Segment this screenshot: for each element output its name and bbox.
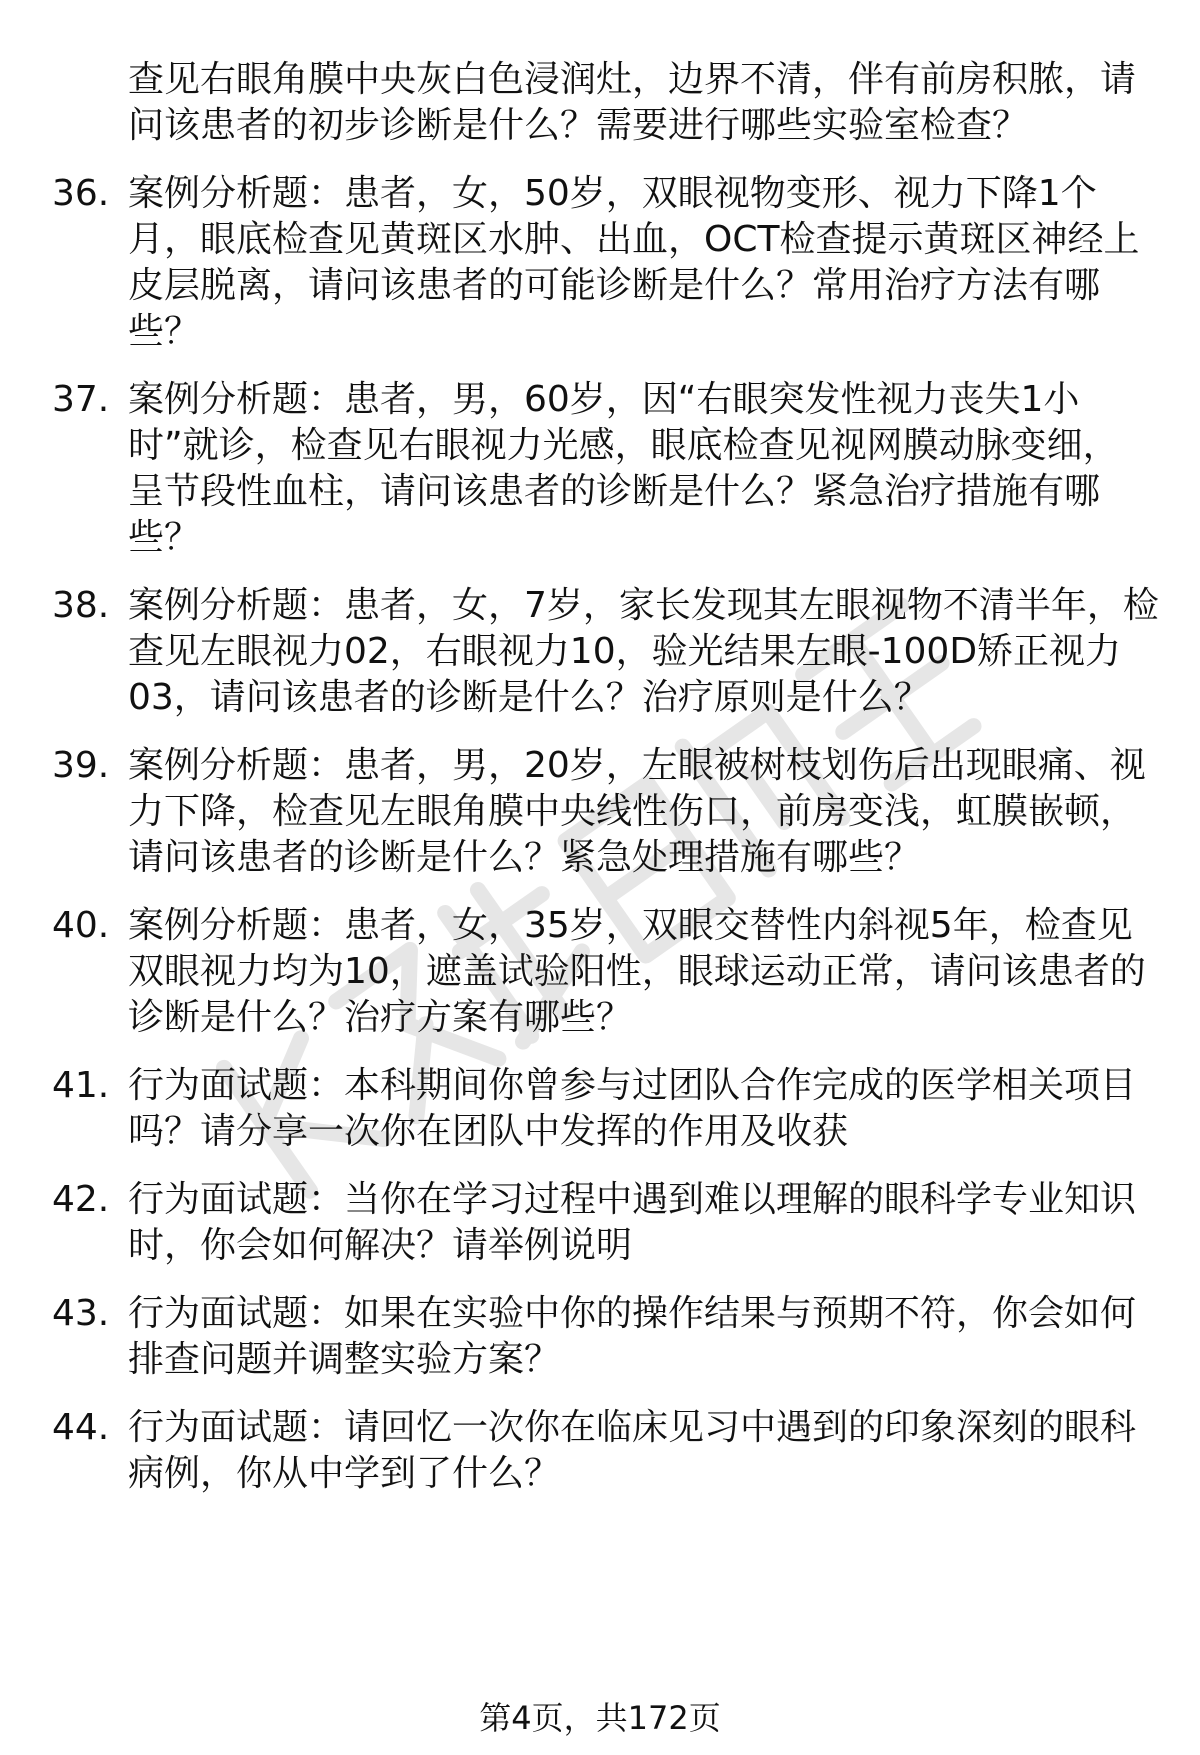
item-44-line-1: 病例，你从中学到了什么？ bbox=[128, 1453, 561, 1494]
item-36-line-1: 月，眼底检查见黄斑区水肿、出血，OCT检查提示黄斑区神经上 bbox=[128, 219, 1140, 260]
item-39-line-0: 案例分析题：患者，男，20岁，左眼被树枝划伤后出现眼痛、视 bbox=[128, 745, 1146, 786]
item-43-number: 43. bbox=[52, 1293, 110, 1334]
item-36-line-3: 些？ bbox=[128, 311, 201, 352]
item-36-number: 36. bbox=[52, 173, 110, 214]
item-38-line-2: 03，请问该患者的诊断是什么？治疗原则是什么？ bbox=[128, 677, 930, 718]
item-36-line-0: 案例分析题：患者，女，50岁，双眼视物变形、视力下降1个 bbox=[128, 173, 1097, 214]
item-41-line-0: 行为面试题：本科期间你曾参与过团队合作完成的医学相关项目 bbox=[128, 1065, 1137, 1106]
item-36-line-2: 皮层脱离，请问该患者的可能诊断是什么？常用治疗方法有哪 bbox=[128, 265, 1101, 306]
item-37-line-3: 些？ bbox=[128, 517, 201, 558]
item-37-number: 37. bbox=[52, 379, 110, 420]
item-43-line-0: 行为面试题：如果在实验中你的操作结果与预期不符，你会如何 bbox=[128, 1293, 1137, 1334]
item-42-line-1: 时，你会如何解决？请举例说明 bbox=[128, 1225, 633, 1266]
item-38-line-1: 查见左眼视力02，右眼视力10，验光结果左眼-100D矫正视力 bbox=[128, 631, 1122, 672]
item-42-line-0: 行为面试题：当你在学习过程中遇到难以理解的眼科学专业知识 bbox=[128, 1179, 1137, 1220]
item-37-line-1: 时”就诊，检查见右眼视力光感，眼底检查见视网膜动脉变细， bbox=[128, 425, 1119, 466]
item-41-number: 41. bbox=[52, 1065, 110, 1106]
page-footer: 第4页，共172页 bbox=[479, 1699, 721, 1737]
item-37-line-2: 呈节段性血柱，请问该患者的诊断是什么？紧急治疗措施有哪 bbox=[128, 471, 1101, 512]
item-43-line-1: 排查问题并调整实验方案？ bbox=[128, 1339, 561, 1380]
item-40-number: 40. bbox=[52, 905, 110, 946]
item-40-line-0: 案例分析题：患者，女，35岁，双眼交替性内斜视5年，检查见 bbox=[128, 905, 1133, 946]
item-44-number: 44. bbox=[52, 1407, 110, 1448]
item-42-number: 42. bbox=[52, 1179, 110, 1220]
item-41-line-1: 吗？请分享一次你在团队中发挥的作用及收获 bbox=[128, 1111, 849, 1152]
item-37-line-0: 案例分析题：患者，男，60岁，因“右眼突发性视力丧失1小 bbox=[128, 379, 1080, 420]
item-40-line-2: 诊断是什么？治疗方案有哪些？ bbox=[128, 997, 633, 1038]
item-40-line-1: 双眼视力均为10，遮盖试验阳性，眼球运动正常，请问该患者的 bbox=[128, 951, 1146, 992]
item-39-number: 39. bbox=[52, 745, 110, 786]
item-39-line-2: 请问该患者的诊断是什么？紧急处理措施有哪些？ bbox=[128, 837, 921, 878]
item-38-line-0: 案例分析题：患者，女，7岁，家长发现其左眼视物不清半年，检 bbox=[128, 585, 1159, 626]
item-38-number: 38. bbox=[52, 585, 110, 626]
item-0-line-0: 查见右眼角膜中央灰白色浸润灶，边界不清，伴有前房积脓，请 bbox=[128, 59, 1137, 100]
item-44-line-0: 行为面试题：请回忆一次你在临床见习中遇到的印象深刻的眼科 bbox=[128, 1407, 1137, 1448]
item-0-line-1: 问该患者的初步诊断是什么？需要进行哪些实验室检查？ bbox=[128, 105, 1029, 146]
item-39-line-1: 力下降，检查见左眼角膜中央线性伤口，前房变浅，虹膜嵌顿， bbox=[128, 791, 1137, 832]
